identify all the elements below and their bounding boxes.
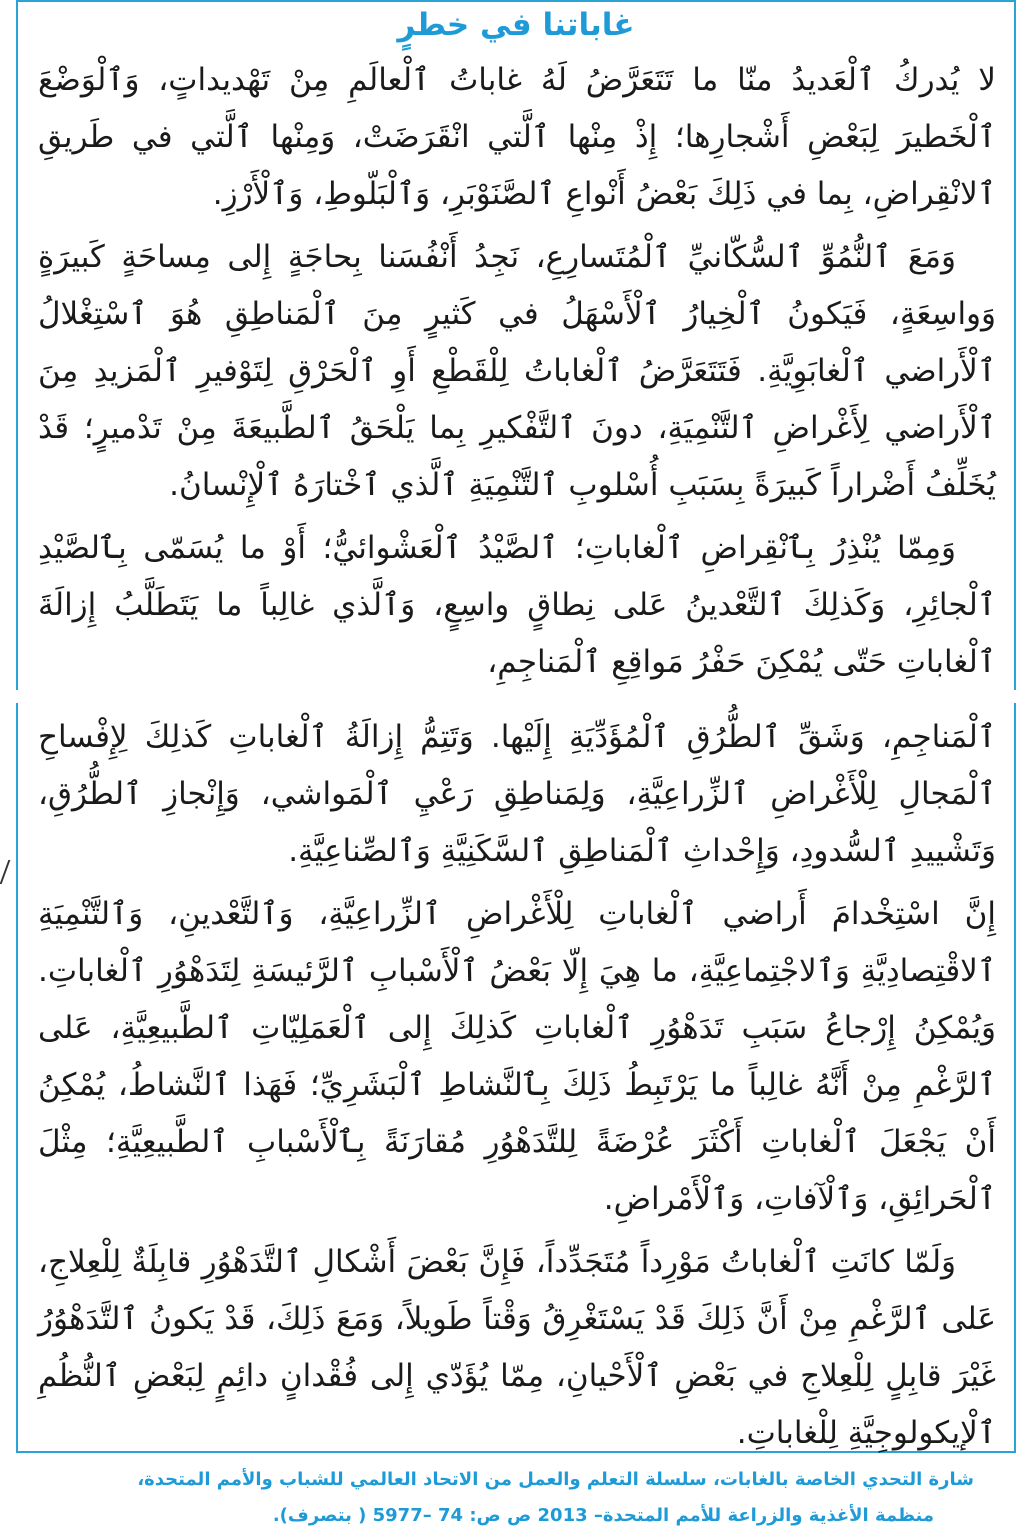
- page-bottom-panel: [16, 703, 1016, 1526]
- paragraph-2: وَمَعَ ٱلنُّمُوِّ ٱلسُّكّانيِّ ٱلْمُتَسارِعِ، نَجِدُ أَنْفُسَنا بِحاجَةٍ إِلى مِساحَةٍ كَبيرَةٍ وَواسِعَةٍ، فَيَكونُ ٱلْخِيارُ ٱلْأَسْهَلُ في كَثيرٍ مِنَ ٱلْمَناطِقِ هُوَ ٱسْتِغْلالُ ٱلْأَراضي ٱلْغابَوِيَّةِ. فَتَتَعَرَّضُ ٱلْغاباتُ لِلْقَطْعِ أَوِ ٱلْحَرْقِ لِتَوْفيرِ ٱلْمَزيدِ مِنَ ٱلْأَراضي لِأَغْراضِ ٱلتَّنْمِيَةِ، دونَ ٱلتَّفْكيرِ بِما يَلْحَقُ ٱلطَّبيعَةَ مِنْ تَدْميرٍ؛ قَدْ يُخَلِّفُ أَضْراراً كَبيرَةً بِسَبَبِ أُسْلوبِ ٱلتَّنْمِيَةِ ٱلَّذي ٱخْتارَهُ ٱلْإِنْسانُ.: [38, 239, 996, 503]
- source-line-1: شارة التحدي الخاصة بالغابات، سلسلة التعلم والعمل من الاتحاد العالمي للشباب والأمم المتحدة،: [137, 1469, 974, 1490]
- source-line-2: منظمة الأغذية والزراعة للأمم المتحدة– 2013 ص ص: 74 –5977 ( بتصرف).: [272, 1505, 934, 1526]
- edge-mark: [0, 860, 16, 884]
- paragraph-3-continued: ٱلْمَناجِمِ، وَشَقِّ ٱلطُّرُقِ ٱلْمُؤَدِّيَةِ إِلَيْها. وَتَتِمُّ إِزالَةُ ٱلْغاباتِ كَذلِكَ لِإِفْساحِ ٱلْمَجالِ لِلْأَغْراضِ ٱلزِّراعِيَّةِ، وَلِمَناطِقِ رَعْيِ ٱلْمَواشي، وَإِنْجازِ ٱلطُّرُقِ، وَتَشْييدِ ٱلسُّدودِ، وَإِحْداثِ ٱلْمَناطِقِ ٱلسَّكَنِيَّةِ وَٱلصِّناعِيَّةِ.: [38, 719, 996, 869]
- paragraph-1: لا يُدركُ ٱلْعَديدُ منّا ما تَتَعَرَّضُ لَهُ غاباتُ ٱلْعالَمِ مِنْ تَهْديداتٍ، وَٱلْوَضْعَ ٱلْخَطيرَ لِبَعْضِ أَشْجارِها؛ إِذْ مِنْها ٱلَّتي انْقَرَضَتْ، وَمِنْها ٱلَّتي في طَريقِ ٱلانْقِراضِ، بِما في ذَلِكَ بَعْضُ أَنْواعِ ٱلصَّنَوْبَرِ، وَٱلْبَلّوطِ، وَٱلْأَرْزِ.: [38, 62, 996, 212]
- article-title: غاباتنا في خطرٍ: [397, 7, 635, 43]
- page-split-gap: [2, 690, 1030, 703]
- page-top-panel: [16, 0, 1016, 690]
- paragraph-4: إِنَّ اسْتِخْدامَ أَراضي ٱلْغاباتِ لِلْأَغْراضِ ٱلزِّراعِيَّةِ، وَٱلتَّعْدينِ، وَٱلتَّنْمِيَةِ ٱلاقْتِصادِيَّةِ وَٱلاجْتِماعِيَّةِ، ما هِيَ إِلّا بَعْضُ ٱلْأَسْبابِ ٱلرَّئيسَةِ لِتَدَهْوُرِ ٱلْغاباتِ. وَيُمْكِنُ إِرْجاعُ سَبَبِ تَدَهْوُرِ ٱلْغاباتِ كَذلِكَ إِلى ٱلْعَمَلِيّاتِ ٱلطَّبيعِيَّةِ، عَلى ٱلرَّغْمِ مِنْ أَنَّهُ غالِباً ما يَرْتَبِطُ ذَلِكَ بِٱلنَّشاطِ ٱلْبَشَرِيِّ؛ فَهَذا ٱلنَّشاطُ، يُمْكِنُ أَنْ يَجْعَلَ ٱلْغاباتِ أَكْثَرَ عُرْضَةً لِلتَّدَهْوُرِ مُقارَنَةً بِٱلْأَسْبابِ ٱلطَّبيعِيَّةِ؛ مِثْلَ ٱلْحَرائِقِ، وَٱلْآفاتِ، وَٱلْأَمْراضِ.: [38, 896, 996, 1217]
- paragraph-3: وَمِمّا يُنْذِرُ بِٱنْقِراضِ ٱلْغاباتِ؛ ٱلصَّيْدُ ٱلْعَشْوائيُّ؛ أَوْ ما يُسَمّى بِٱلصَّيْدِ ٱلْجائِرِ، وَكَذلِكَ ٱلتَّعْدينُ عَلى نِطاقٍ واسِعٍ، وَٱلَّذي غالِباً ما يَتَطَلَّبُ إِزالَةَ ٱلْغاباتِ حَتّى يُمْكِنَ حَفْرُ مَواقِعِ ٱلْمَناجِمِ،: [38, 530, 996, 680]
- source-citation: [18, 1462, 1014, 1534]
- paragraph-5: وَلَمّا كانَتِ ٱلْغاباتُ مَوْرِداً مُتَجَدِّداً، فَإِنَّ بَعْضَ أَشْكالِ ٱلتَّدَهْوُرِ قابِلَةٌ لِلْعِلاجِ، عَلى ٱلرَّغْمِ مِنْ أَنَّ ذَلِكَ قَدْ يَسْتَغْرِقُ وَقْتاً طَويلاً، وَمَعَ ذَلِكَ، قَدْ يَكونُ ٱلتَّدَهْوُرُ غَيْرَ قابِلٍ لِلْعِلاجِ في بَعْضِ ٱلْأَحْيانِ، مِمّا يُؤَدّي إِلى فُقْدانٍ دائِمٍ لِبَعْضِ ٱلنُّظُمِ ٱلْإيكولوجِيَّةِ لِلْغاباتِ.: [38, 1244, 996, 1451]
